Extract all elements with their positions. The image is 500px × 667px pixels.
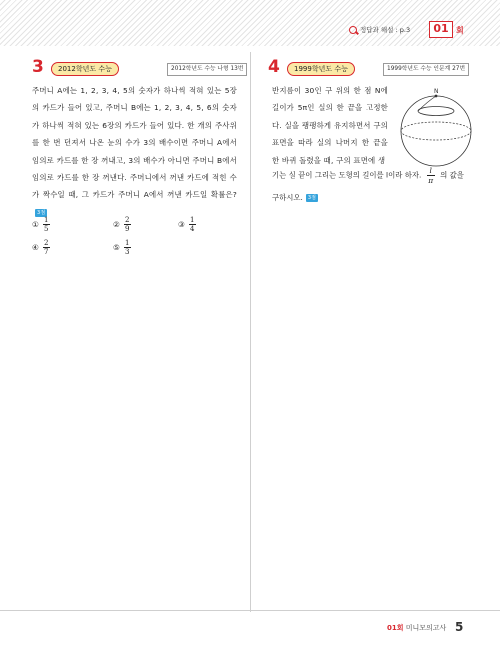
string-circle [418, 107, 454, 116]
q4-points-badge: 3점 [307, 194, 316, 201]
q4-text: 반지름이 30인 구 위의 한 점 N에 길이가 5π인 실의 한 끝을 고정한다. 실을 팽팽하게 유지하면서 구의 표면을 따라 실의 나머지 한 끝을 한 바퀴 돌렸을 때, 구의 표면에 생 [272, 86, 388, 165]
q3-body [32, 82, 237, 221]
sphere-figure [391, 88, 481, 170]
q4-number: 4 [268, 57, 280, 77]
q4-tail-line-1 [272, 166, 472, 185]
footer-name: 미니모의고사 [405, 624, 447, 632]
q3-option-5[interactable] [113, 239, 131, 256]
option-fraction: $\frac{1}{3}$ [125, 239, 130, 256]
q3-source: 2012학년도 수능 나형 13번 [167, 63, 247, 76]
q4-tail-c: 구하시오. [272, 192, 303, 202]
q4-source: 1999학년도 수능 인문계 27번 [383, 63, 469, 76]
footer-divider [0, 610, 500, 611]
string-path [418, 96, 436, 111]
option-fraction: $\frac{1}{4}$ [190, 216, 195, 233]
magnifier-icon [349, 26, 357, 34]
option-mark: ① [32, 219, 39, 229]
point-n [435, 95, 438, 98]
answer-reference-text: 정답과 해설 : p.3 [360, 26, 411, 34]
header-hatch [0, 0, 500, 46]
option-fraction: $\frac{2}{9}$ [125, 216, 130, 233]
q3-points-badge: 3점 [37, 209, 46, 216]
round-number-box: 01 [429, 21, 453, 38]
page-number: 5 [455, 620, 464, 634]
q4-fraction: $\frac{l}{\pi}$ [428, 166, 434, 185]
option-mark: ⑤ [113, 242, 120, 252]
option-mark: ③ [178, 219, 185, 229]
option-fraction: $\frac{1}{5}$ [44, 216, 49, 233]
round-suffix: 회 [456, 26, 464, 35]
q3-option-3[interactable] [178, 216, 196, 233]
q3-year-tag: 2012학년도 수능 [51, 62, 119, 76]
footer-title [387, 623, 446, 633]
q3-option-2[interactable] [113, 216, 131, 233]
option-mark: ② [113, 219, 120, 229]
q3-text: 주머니 A에는 1, 2, 3, 4, 5의 숫자가 하나씩 적혀 있는 5장의 카드가 들어 있고, 주머니 B에는 1, 2, 3, 4, 5, 6의 숫자가 하나씩 적혀 있는 6장의 카드가 들어 있다. 한 개의 주사위를 한 번 던져서 나온 눈의 수가 3의 배수이면 주머니 A에서 임의로 카드를 한 장 꺼내고, 3의 배수가 아니면 주머니 B에서 임의로 카드를 한 장 꺼낸다. 주머니에서 꺼낸 카드에 적힌 수가 짝수일 때, 그 카드가 주머니 A에서 꺼낸 카드일 확률은? [32, 86, 237, 200]
option-fraction: $\frac{2}{7}$ [44, 239, 49, 256]
answer-reference [349, 25, 410, 34]
q4-text-tail [272, 166, 472, 206]
column-divider [250, 52, 251, 612]
q3-option-1[interactable] [32, 216, 50, 233]
footer-round: 01회 [387, 624, 404, 632]
option-mark: ④ [32, 242, 39, 252]
sphere-equator [401, 122, 471, 140]
q4-year-tag: 1999학년도 수능 [287, 62, 355, 76]
q4-tail-a: 기는 실 끝이 그리는 도형의 길이를 l이라 하자. [272, 170, 422, 180]
q3-number: 3 [32, 57, 44, 77]
q4-tail-b: 의 값을 [440, 170, 464, 180]
q4-tail-line-2 [272, 189, 472, 206]
q3-option-4[interactable] [32, 239, 50, 256]
point-n-label: N [434, 88, 439, 95]
